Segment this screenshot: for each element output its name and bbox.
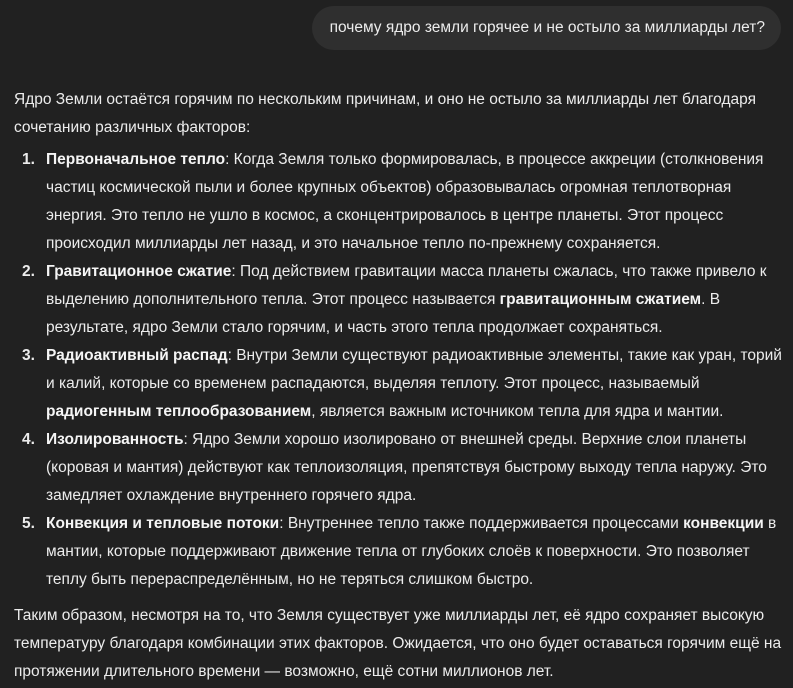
list-item-emphasis: конвекции [683,515,764,532]
list-item-title: Радиоактивный распад [46,347,228,364]
list-item-text: : Ядро Земли хорошо изолировано от внешней среды. Верхние слои планеты (коровая и мантия) действуют как теплоизоляция, препятствуя быстрому выходу тепла наружу. Это замедляет охлаждение внутреннего горячего ядра. [46,431,767,504]
list-item-emphasis: гравитационным сжатием [499,291,702,308]
list-item [14,510,784,594]
list-item-title: Изолированность [46,431,184,448]
list-item-text-tail: в мантии, которые поддерживают движение тепла от глубоких слоёв к поверхности. Это позволяет теплу быть перераспределённым, но не теряться слишком быстро. [46,515,777,588]
list-item-title: Первоначальное тепло [46,151,226,168]
list-item-number: 1. [22,151,35,168]
list-item [14,342,784,426]
list-item-number: 2. [22,263,35,280]
answer-intro: Ядро Земли остаётся горячим по нескольким причинам, и оно не остыло за миллиарды лет благодаря сочетанию различных факторов: [14,91,756,136]
assistant-message [14,86,784,686]
list-item-emphasis: радиогенным теплообразованием [46,403,312,420]
list-item-text: : Под действием гравитации масса планеты сжалась, что также привело к выделению дополнительного тепла. Этот процесс называется [46,263,767,308]
answer-conclusion: Таким образом, несмотря на то, что Земля существует уже миллиарды лет, её ядро сохраняет высокую температуру благодаря комбинации этих факторов. Ожидается, что оно будет оставаться горячим ещё на протяжении длительного времени — возможно, ещё сотни миллионов лет. [14,607,782,680]
list-item-number: 4. [22,431,35,448]
list-item-text-tail: , является важным источником тепла для ядра и мантии. [311,403,724,420]
list-item-text: : Внутреннее тепло также поддерживается процессами [279,515,684,532]
list-item [14,426,784,510]
list-item-number: 3. [22,347,35,364]
list-item-text: : Внутри Земли существуют радиоактивные элементы, такие как уран, торий и калий, которые со временем распадаются, выделяя теплоту. Этот процесс, называемый [46,347,782,392]
list-item-title: Гравитационное сжатие [46,263,232,280]
list-item-text: : Когда Земля только формировалась, в процессе аккреции (столкновения частиц космической пыли и более крупных объектов) образовывалась огромная теплотворная энергия. Это тепло не ушло в космос, а сконцентрировалось в центре планеты. Этот процесс происходил миллиарды лет назад, и это начальное тепло по-прежнему сохраняется. [46,151,764,252]
answer-list [14,146,784,594]
list-item-title: Конвекция и тепловые потоки [46,515,280,532]
list-item-text-tail: . В результате, ядро Земли стало горячим, и часть этого тепла продолжает сохраняться. [46,291,721,336]
user-message-bubble: почему ядро земли горячее и не остыло за миллиарды лет? [312,6,781,50]
list-item-number: 5. [22,515,35,532]
list-item [14,146,784,258]
list-item [14,258,784,342]
